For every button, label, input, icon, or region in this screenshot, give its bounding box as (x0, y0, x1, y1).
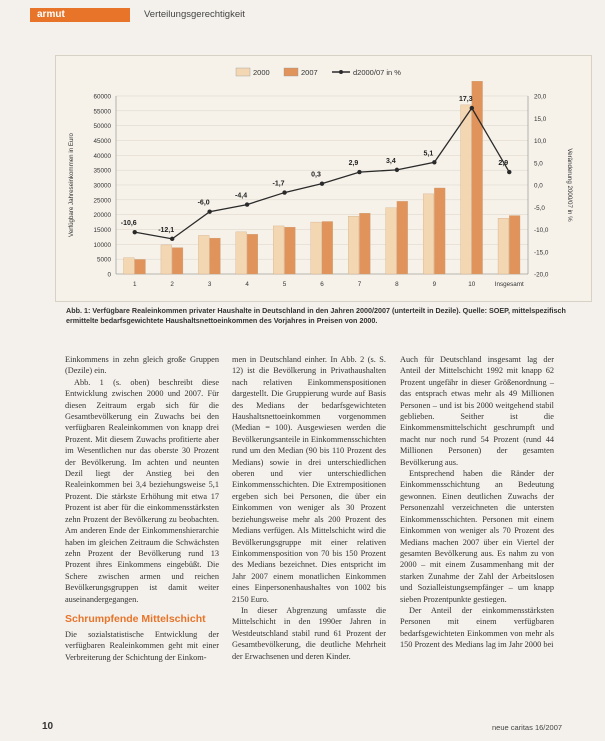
y-tick-label-left: 10000 (93, 241, 111, 249)
bar (348, 216, 359, 274)
data-label: 5,1 (423, 150, 434, 158)
paragraph: Der Anteil der einkommensstärksten Personen mit einem verfügbaren bedarfsgewichteten Einkommen von mehr als 150 Prozent des Medians lag im Jahr 2000 bei (400, 605, 554, 650)
y-axis-title-left: Verfügbare Jahreseinkommen in Euro (68, 133, 75, 237)
bar (123, 258, 134, 274)
chart-figure (55, 55, 592, 302)
x-tick-label: 10 (468, 281, 476, 288)
y-tick-label-left: 60000 (93, 93, 111, 101)
legend-marker (339, 70, 343, 74)
line-series (135, 108, 510, 239)
data-label: -12,1 (158, 226, 175, 234)
y-tick-label-right: 20,0 (534, 93, 547, 101)
line-point (357, 170, 361, 174)
bar (359, 213, 370, 274)
legend-label: d2000/07 in % (353, 68, 401, 77)
legend-label: 2000 (253, 68, 270, 77)
bar (161, 245, 172, 274)
x-tick-label: 1 (132, 281, 137, 288)
y-tick-label-right: -10,0 (534, 227, 549, 234)
y-tick-label-right: -15,0 (534, 249, 549, 257)
bar (311, 222, 322, 274)
bar-line-chart (56, 56, 591, 301)
data-label: -10,6 (120, 220, 137, 228)
bar (461, 105, 472, 274)
y-tick-label-left: 55000 (93, 108, 111, 116)
bar (434, 188, 445, 274)
y-tick-label-left: 25000 (93, 197, 111, 205)
page-header (0, 0, 605, 24)
line-point (282, 190, 286, 194)
data-label: 3,4 (386, 157, 396, 165)
data-label: 17,3 (459, 96, 473, 104)
text-column-2 (232, 354, 386, 662)
y-tick-label-right: 5,0 (534, 160, 543, 168)
bar (423, 194, 434, 274)
bar (247, 234, 258, 274)
y-tick-label-left: 35000 (93, 167, 111, 175)
data-label: 0,3 (311, 171, 321, 179)
figure-caption: Abb. 1: Verfügbare Realeinkommen privater Haushalte in Deutschland in den Jahren 2000/2007 (unterteilt in Dezile). Quelle: SOEP, mittelspezifisch ermittelte bedarfsgewichtete Haushaltsnettoeinkommen des Vorjahres in Preisen von 2000. (66, 306, 566, 325)
text-column-3 (400, 354, 554, 651)
line-point (133, 230, 137, 234)
paragraph: In dieser Abgrenzung umfasste die Mittelschicht in den 1990er Jahren in Westdeutschland stabil rund 61 Prozent der Gesamtbevölkerung, die deutliche Mehrheit der Erwachsenen und deren Kinder. (232, 605, 386, 661)
bar (273, 226, 284, 274)
y-tick-label-right: 0,0 (534, 182, 543, 190)
paragraph: Auch für Deutschland insgesamt lag der Anteil der Mittelschicht 1992 mit knapp 62 Prozent ungefähr in dieser Größenordnung – das entsprach etwas mehr als 49 Millionen Personen – und ist bis 2000 weitgehend stabil geblieben. Seither ist die Einkommensmittelschicht geschrumpft und macht nur noch rund 54 Prozent (rund 44 Millionen Personen) der gesamten Bevölkerung aus. (400, 355, 554, 467)
x-tick-label: 4 (245, 281, 249, 288)
x-tick-label: 6 (320, 281, 324, 288)
bar (285, 227, 296, 274)
bar (397, 201, 408, 274)
paragraph: Die sozialstatistische Entwicklung der verfügbaren Realeinkommen geht mit einer Verbreiterung der Schichtung der Einkom- (65, 629, 219, 662)
line-point (170, 237, 174, 241)
bar (509, 216, 520, 274)
x-tick-label: 2 (170, 281, 174, 288)
bar (386, 208, 397, 274)
bar (210, 238, 221, 274)
legend-swatch (236, 68, 250, 76)
x-tick-label: 7 (357, 281, 362, 288)
text-column-1 (65, 354, 219, 663)
y-tick-label-left: 30000 (93, 182, 111, 190)
journal-name: neue caritas 16/2007 (492, 723, 563, 732)
legend-swatch (284, 68, 298, 76)
x-tick-label: 3 (207, 281, 212, 288)
y-tick-label-left: 5000 (96, 256, 111, 264)
bar (236, 232, 247, 274)
x-tick-label: 5 (282, 281, 287, 288)
y-tick-label-left: 45000 (93, 138, 111, 145)
data-label: -4,4 (235, 192, 248, 200)
paragraph: men in Deutschland einher. In Abb. 2 (s. S. 12) ist die Bevölkerung in Privathaushalten nach relativen Einkommenspositionen dargestellt. Die Gruppierung wurde auf Basis des Medians der bedarfsgewichteten Haushaltsnettoeinkommen vorgenommen (Median = 100). Ausgewiesen werden die Bevölkerungsanteile in Einkommensschichten rund um den Median (90 bis 110 Prozent des Medians) sowie in drei unterschiedlichen oberen und vier unterschiedlichen Einkommensschichten. Die Extrempositionen ergeben sich bei Personen, die über ein Einkommen von weniger als 30 Prozent beziehungsweise mehr als 200 Prozent des Medians verfügen. Als Mittelschicht wird die Bevölkerungsgruppe mit einer relativen Einkommensposition von 70 bis 150 Prozent des Medians bezeichnet. Dies entspricht im Jahr 2007 einem monatlichen Einkommen eines Einpersonenhaushaltes von 1002 bis 2150 Euro. (232, 355, 386, 604)
paragraph: Einkommens in zehn gleich große Gruppen (Dezile) ein. (65, 355, 219, 376)
data-label: -6,0 (197, 199, 210, 207)
header-title: Verteilungsgerechtigkeit (144, 9, 245, 20)
bar (322, 221, 333, 274)
data-label: 2,9 (348, 160, 359, 168)
y-tick-label-right: 10,0 (534, 138, 547, 145)
y-tick-label-left: 15000 (93, 227, 111, 234)
bar (498, 218, 509, 274)
x-tick-label: Insgesamt (494, 281, 524, 288)
section-tag: armut (30, 8, 130, 22)
line-point (207, 210, 211, 214)
y-tick-label-left: 40000 (93, 152, 111, 160)
y-tick-label-left: 0 (107, 271, 111, 279)
page-number: 10 (42, 721, 54, 732)
y-axis-title-right: Veränderung 2000/07 in % (566, 148, 573, 222)
paragraph: Entsprechend haben die Ränder der Einkommensschichtung an Bedeutung gewonnen. Einen deutlichen Zuwachs der Personenzahl verzeichneten die untersten Einkommensschichten. Personen mit einem Einkommen von weniger als 70 Prozent des Medians machen 2007 über ein Viertel der gesamten Bevölkerung aus. Es nahm zu von 2000 – mit einem Zusammenhang mit der starken Zunahme der Zahl der Arbeitslosen und Sozialleistungsempfänger – um knapp sieben Prozentpunkte gestiegen. (400, 469, 554, 604)
y-tick-label-right: -20,0 (534, 271, 549, 279)
x-tick-label: 9 (432, 281, 437, 288)
line-point (507, 170, 511, 174)
bar (198, 235, 209, 274)
y-tick-label-left: 50000 (93, 123, 111, 131)
section-subheading: Schrumpfende Mittelschicht (65, 612, 206, 625)
y-tick-label-left: 20000 (93, 212, 111, 220)
line-point (320, 181, 324, 185)
data-label: 2,9 (498, 160, 509, 168)
y-tick-label-right: 15,0 (534, 115, 547, 123)
bar (135, 259, 146, 274)
bar (172, 248, 183, 274)
line-point (432, 160, 436, 164)
y-tick-label-right: -5,0 (534, 204, 545, 212)
x-tick-label: 8 (395, 281, 399, 288)
legend-label: 2007 (301, 68, 318, 77)
paragraph: Abb. 1 (s. oben) beschreibt diese Entwicklung zwischen 2000 und 2007. Für diesen Zeitraum ergab sich für die Gesamtbevölkerung ein Zuwachs bei den verfügbaren Realeinkommen von knapp drei Prozent. Mit diesem Zuwachs profitierte aber im Wesentlichen nur das oberste 30 Prozent der Bevölkerung. Im achten und neunten Dezil liegt der Anstieg bei den Realeinkommen bei 3,4 beziehungsweise 5,1 Prozent. Die stärkste Erhöhung mit etwa 17 Prozent ist aber für die einkommensstärksten zehn Prozent der Bevölkerung zu beobachten. Am anderen Ende der Einkommenshierarchie haben im gleichen Zeitraum die Schwächsten zehn Prozent der Bevölkerung rund 13 Prozent ihres Einkommens eingebüßt. Die Schere zwischen armen und reichen Bevölkerungsgruppen ist damit weiter auseinandergegangen. (65, 377, 219, 604)
data-label: -1,7 (272, 180, 285, 188)
line-point (245, 202, 249, 206)
line-point (395, 168, 399, 172)
line-point (470, 106, 474, 110)
